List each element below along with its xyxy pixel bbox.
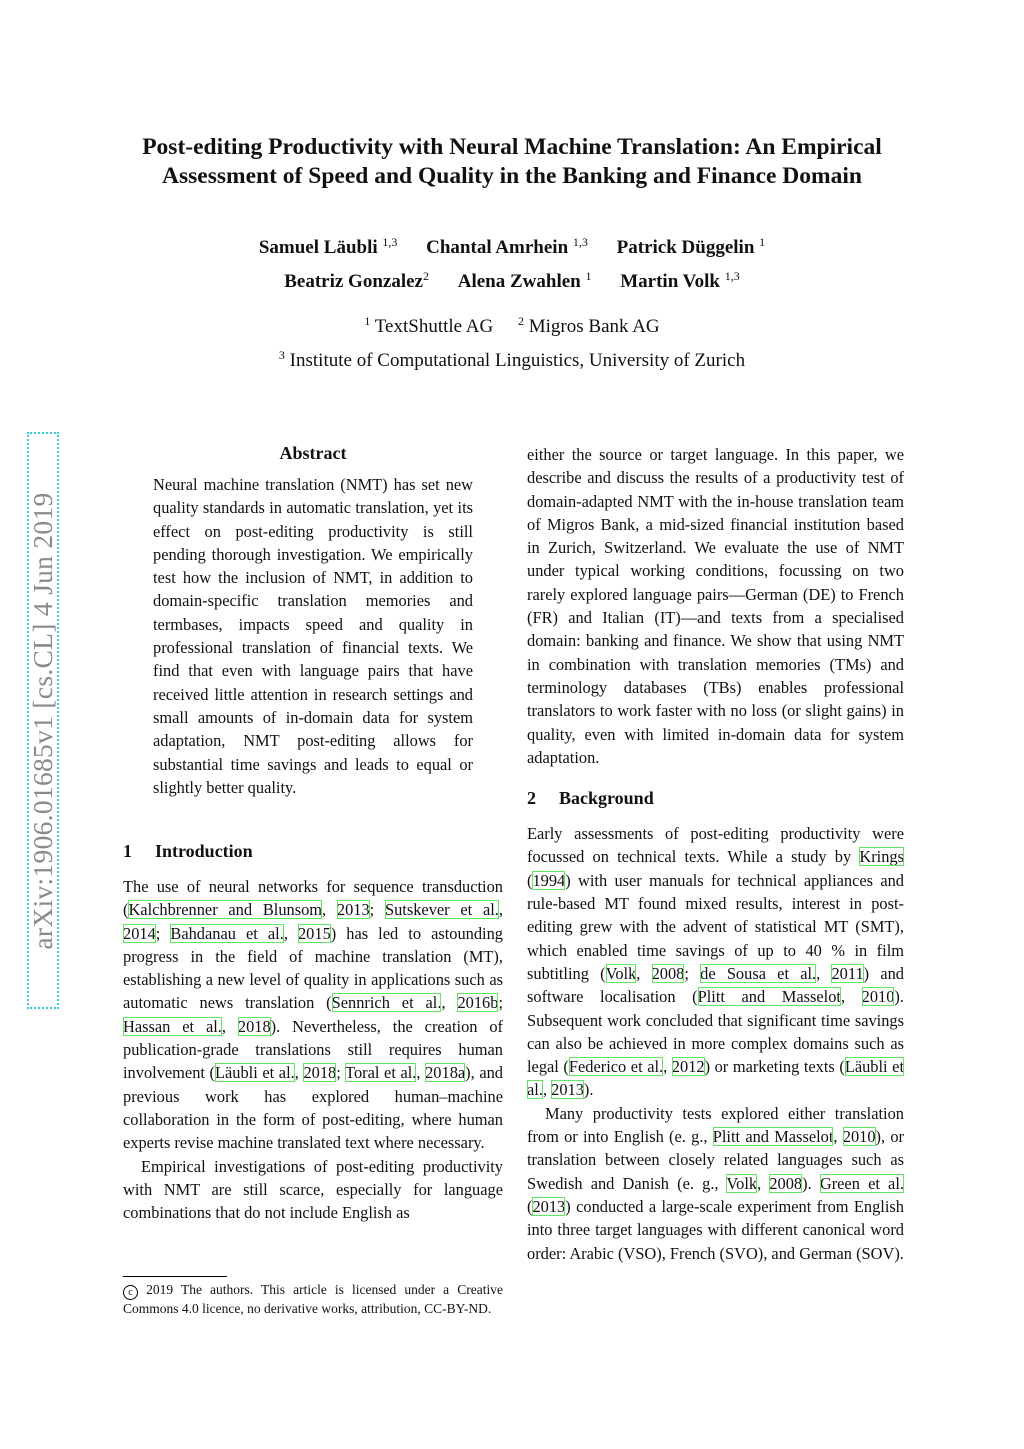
background-paragraph-1: Early assessments of post-editing productivity were focussed on technical texts. While a study by Krings (1994) with user manuals for technical appliances and rule-based MT found mixed results, interest in post-editing grew with the advent of statistical MT (SMT), which enabled time savings of up to 40 % in film subtitling (Volk, 2008; de Sousa et al., 2011) and software localisation (Plitt and Masselot, 2010). Subsequent work concluded that significant time savings can also be achieved in more complex domains such as legal (Federico et al., 2012) or marketing texts (Läubli et al., 2013). [527, 824, 905, 1100]
right-column [527, 443, 904, 1265]
author: Samuel Läubli $^{1,3}$ [258, 235, 398, 258]
intro-paragraph-2-continued: either the source or target language. In this paper, we describe and discuss the results of a productivity test of domain-adapted NMT with the in-house translation team of Migros Bank, a mid-sized financial institution based in Zurich, Switzerland. We evaluate the use of NMT under typical working conditions, focussing on two rarely explored language pairs—German (DE) to French (FR) and Italian (IT)—and texts from a specialised domain: banking and finance. We show that using NMT in combination with translation memories (TMs) and terminology databases (TBs) enables professional translators to work faster with no loss (or slight gains) in quality, even with limited in-domain data for system adaptation. [527, 445, 904, 767]
citation-link[interactable]: 2014 [123, 923, 156, 943]
citation-link[interactable]: Kalchbrenner and Blunsom [128, 900, 323, 920]
citation-link[interactable]: 2018 [237, 1016, 271, 1036]
intro-paragraph-2: Empirical investigations of post-editing productivity with NMT are still scarce, especially for language combinations that do not include English as [123, 1156, 503, 1223]
citation-link[interactable]: 2013 [336, 900, 370, 920]
citation-link[interactable]: Hassan et al. [123, 1016, 222, 1036]
citation-link[interactable]: Läubli et al. [215, 1063, 295, 1083]
authors-row-2 [100, 264, 924, 294]
citation-link[interactable]: Green et al. [819, 1173, 904, 1193]
citation-link[interactable]: Plitt and Masselot [712, 1127, 834, 1147]
author: Chantal Amrhein $^{1,3}$ [426, 235, 588, 258]
citation-link[interactable]: 2012 [671, 1057, 705, 1077]
citation-link[interactable]: Toral et al. [345, 1063, 417, 1083]
affiliation: $^2$ Migros Bank AG [518, 314, 660, 337]
arxiv-stamp[interactable] [27, 432, 59, 1009]
citation-link[interactable]: Plitt and Masselot [697, 987, 841, 1007]
citation-link[interactable]: Bahdanau et al. [170, 923, 284, 943]
copyright-icon: c [123, 1285, 138, 1300]
citation-link[interactable]: Sutskever et al. [384, 900, 499, 920]
citation-link[interactable]: 2010 [861, 987, 895, 1007]
citation-link[interactable]: 2008 [651, 963, 685, 983]
title-line-1: Post-editing Productivity with Neural Machine Translation: An Empirical [142, 134, 882, 160]
footnote-rule [123, 1276, 227, 1277]
citation-link[interactable]: Krings [859, 847, 904, 867]
citation-link[interactable]: 2015 [297, 923, 331, 943]
citation-link[interactable]: 2016b [457, 993, 499, 1013]
affiliations-row-1 [100, 309, 924, 339]
citation-link[interactable]: 1994 [532, 870, 566, 890]
citation-link[interactable]: 2018a [425, 1063, 466, 1083]
citation-link[interactable]: 2011 [831, 963, 864, 983]
citation-link[interactable]: Volk [726, 1173, 758, 1193]
title-line-2: Assessment of Speed and Quality in the Banking and Finance Domain [162, 163, 862, 189]
citation-link[interactable]: Volk [605, 963, 637, 983]
section-heading: 1 Introduction [123, 841, 253, 861]
authors-row-1 [100, 230, 924, 260]
citation-link[interactable]: 2018 [303, 1063, 337, 1083]
abstract-text: Neural machine translation (NMT) has set new quality standards in automatic translation, yet its effect on post-editing productivity is still pending thorough investigation. We empirically test how the inclusion of NMT, in addition to domain-specific translation memories and termbases, impacts speed and quality in professional translation of financial texts. We find that even with language pairs that have received little attention in research settings and small amounts of in-domain data for system adaptation, NMT post-editing allows for substantial time savings and leads to equal or slightly better quality. [153, 475, 473, 797]
arxiv-id[interactable]: arXiv:1906.01685v1 [cs.CL] 4 Jun 2019 [27, 491, 58, 950]
section-heading: 2 Background [527, 788, 654, 809]
paper-title [100, 133, 924, 191]
author: Alena Zwahlen $^1$ [457, 269, 592, 292]
citation-link[interactable]: 2013 [532, 1196, 566, 1216]
copyright-footnote: c 2019 The authors. This article is licensed under a Creative Commons 4.0 licence, no derivative works, attribution, CC-BY-ND. [123, 1282, 503, 1316]
citation-link[interactable]: 2010 [842, 1127, 876, 1147]
background-paragraph-2: Many productivity tests explored either translation from or into English (e. g., Plitt and Masselot, 2010), or translation between closely related languages such as Swedish and Danish (e. g., Volk, 2008). Green et al. (2013) conducted a large-scale experiment from English into three target languages with different canonical word order: Arabic (VSO), French (SVO), and German (SOV). [527, 1103, 904, 1263]
author: Martin Volk $^{1,3}$ [620, 269, 740, 292]
intro-paragraph-1: The use of neural networks for sequence transduction (Kalchbrenner and Blunsom, 2013; Sutskever et al., 2014; Bahdanau et al., 2015) has led to astounding progress in the field of machine translation (MT), establishing a new level of quality in applications such as automatic news translation (Sennrich et al., 2016b; Hassan et al., 2018). Nevertheless, the creation of publication-grade translations still requires human involvement (Läubli et al., 2018; Toral et al., 2018a), and previous work has explored human–machine collaboration in the form of post-editing, where human experts revise machine translated text where necessary. [123, 877, 504, 1153]
citation-link[interactable]: de Sousa et al. [700, 963, 817, 983]
affiliation: $^1$ TextShuttle AG [364, 314, 494, 337]
abstract [153, 441, 473, 799]
author: Patrick Düggelin $^1$ [616, 235, 766, 258]
citation-link[interactable]: Federico et al. [568, 1057, 664, 1077]
citation-link[interactable]: 2008 [769, 1173, 803, 1193]
citation-link[interactable]: 2013 [551, 1080, 584, 1100]
abstract-heading: Abstract [279, 443, 347, 463]
citation-link[interactable]: Sennrich et al. [331, 993, 442, 1013]
affiliation-row-2: $^3$ Institute of Computational Linguistics, University of Zurich [278, 348, 746, 371]
introduction-section [123, 839, 503, 1224]
citation-link[interactable]: Läubli et al. [527, 1057, 905, 1100]
author: Beatriz Gonzalez$^2$ [284, 269, 429, 292]
